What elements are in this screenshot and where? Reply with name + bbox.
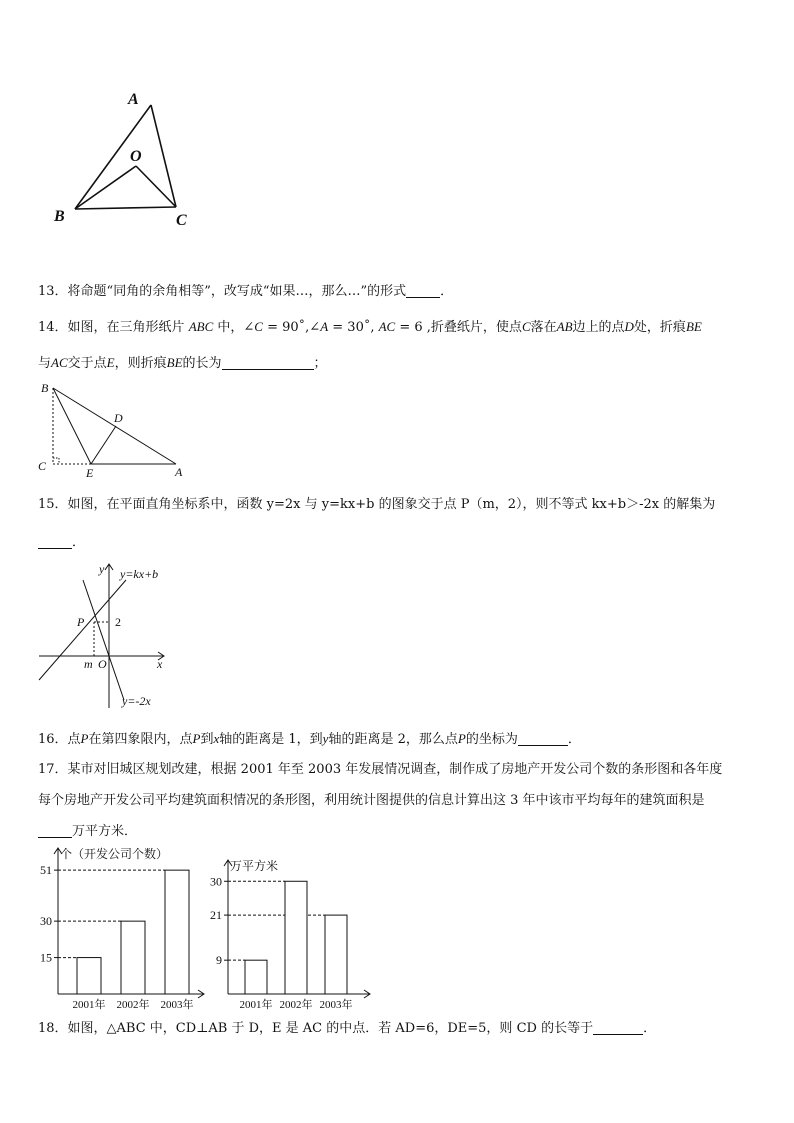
q14-var: BE	[685, 319, 702, 334]
chart2-category-label: 2001年	[239, 999, 273, 1011]
label-a: A	[175, 465, 183, 479]
question-14-line1	[38, 318, 702, 337]
q14-text: 中，∠	[213, 320, 255, 335]
chart1-bar	[77, 958, 101, 994]
q16-var: P	[192, 731, 201, 746]
chart2-tick-label: 9	[216, 953, 222, 968]
answer-blank-17[interactable]	[38, 823, 72, 838]
answer-blank-18[interactable]	[593, 1020, 643, 1035]
q16-var: P	[80, 731, 89, 746]
company-count-bar-chart	[34, 844, 214, 1014]
chart2-category-label: 2003年	[319, 999, 353, 1011]
average-area-bar-chart	[204, 856, 384, 1014]
question-18-text: 18．如图，△ABC 中，CD⊥AB 于 D，E 是 AC 的中点．若 AD=6，DE=5，则 CD 的长等于	[38, 1021, 594, 1036]
q14-text: ；	[313, 356, 327, 371]
q14-var: E	[106, 355, 115, 370]
label-o: O	[130, 148, 142, 165]
q14-text: = 6 ,折叠纸片，使点	[395, 320, 522, 335]
label-2: 2	[115, 615, 121, 629]
q16-text: 到	[200, 732, 214, 747]
label-b: B	[41, 381, 49, 395]
q14-var: AB	[556, 319, 573, 334]
chart1-tick-label: 51	[40, 863, 52, 878]
q14-var: AC	[378, 319, 396, 334]
chart2-bar	[325, 915, 347, 994]
label-c: C	[38, 459, 47, 473]
q14-var: C	[521, 319, 531, 334]
segment-oc	[136, 166, 176, 207]
answer-blank-13[interactable]	[406, 283, 440, 298]
label-neg-2x: y=-2x	[122, 694, 151, 708]
chart1-category-label: 2001年	[72, 999, 106, 1011]
q14-text: 落在	[530, 320, 557, 335]
question-14-line2	[38, 354, 327, 373]
question-15-line1	[38, 496, 715, 514]
q14-text: 边上的点	[572, 320, 625, 335]
chart1-category-label: 2002年	[116, 999, 150, 1011]
answer-blank-14[interactable]	[222, 355, 314, 370]
chart2-tick-label: 21	[210, 908, 222, 923]
question-18	[38, 1020, 656, 1038]
q16-text: 轴的距离是 1，到	[219, 732, 323, 747]
q14-var: AC	[51, 355, 68, 370]
q14-text: 与	[38, 356, 52, 371]
edge-ac	[151, 105, 176, 207]
label-x: x	[157, 657, 163, 671]
q16-text: 在第四象限内，点	[88, 732, 193, 747]
question-13	[38, 283, 453, 301]
question-18-end: ．	[643, 1021, 657, 1036]
q16-var: y	[322, 731, 329, 746]
segment-de	[91, 426, 116, 464]
chart2-ylabel: 万平方米	[230, 859, 279, 873]
q16-text: 轴的距离是 2，那么点	[328, 732, 458, 747]
right-angle-mark	[53, 458, 59, 464]
question-17-text: 每个房地产开发公司平均建筑面积情况的条形图，利用统计图提供的信息计算出这 3 年中该市平均每年的建筑面积是	[38, 793, 705, 808]
chart1-category-label: 2003年	[160, 999, 194, 1011]
question-15-text: 15．如图，在平面直角坐标系中，函数 y=2x 与 y=kx+b 的图象交于点 P（m，2），则不等式 kx+b＞-2x 的解集为	[38, 497, 716, 512]
label-kx-plus-b: y=kx+b	[120, 567, 159, 581]
chart2-tick-label: 30	[210, 874, 222, 889]
edge-bc	[75, 207, 176, 209]
chart1-tick-label: 15	[40, 950, 52, 965]
question-17-text: 17．某市对旧城区规划改建，根据 2001 年至 2003 年发展情况调查，制作成了房地产开发公司个数的条形图和各年度	[38, 762, 723, 777]
triangle-abc-figure	[50, 88, 200, 233]
q14-text: 的长为	[182, 356, 222, 371]
label-e: E	[86, 466, 94, 480]
line-kx-plus-b	[39, 580, 126, 680]
label-p: P	[77, 615, 85, 629]
q16-text: ．	[567, 732, 581, 747]
q14-text: 14．如图，在三角形纸片	[38, 320, 189, 335]
answer-blank-15[interactable]	[38, 534, 72, 549]
chart1-bar	[165, 870, 189, 994]
line-neg-2x	[83, 580, 124, 700]
q16-text: 16．点	[38, 732, 81, 747]
q14-text: 交于点	[67, 356, 107, 371]
question-13-end: ．	[440, 284, 454, 299]
q14-text: ，则折痕	[114, 356, 167, 371]
label-b: B	[54, 208, 65, 225]
question-13-text: 13．将命题“同角的余角相等”，改写成“如果…，那么…”的形式	[38, 284, 407, 299]
question-17-line2	[38, 792, 705, 810]
q16-text: 的坐标为	[465, 732, 518, 747]
chart2-bar	[245, 960, 267, 994]
coordinate-plane-figure	[36, 558, 186, 710]
segment-ob	[75, 166, 136, 209]
q14-text: 处，折痕	[633, 320, 686, 335]
question-16	[38, 730, 581, 749]
chart1-bar	[121, 921, 145, 994]
question-15-end: ．	[72, 535, 86, 550]
q14-var: ABC	[188, 319, 214, 334]
q14-var: A	[320, 319, 329, 334]
q14-var: BE	[166, 355, 183, 370]
question-15-line2	[38, 534, 85, 552]
question-17-text: 万平方米．	[72, 824, 138, 839]
q14-text: = 90˚,∠	[262, 320, 321, 335]
label-y: y	[99, 562, 105, 576]
label-a: A	[128, 91, 139, 108]
label-o: O	[98, 657, 107, 671]
q16-var: x	[213, 731, 220, 746]
label-d: D	[114, 411, 123, 425]
q14-var: C	[254, 319, 263, 334]
label-c: C	[176, 212, 187, 229]
q14-var: D	[624, 319, 634, 334]
fold-triangle-figure	[36, 378, 196, 480]
question-17-line3	[38, 823, 137, 841]
chart2-bar	[285, 881, 307, 994]
question-17-line1	[38, 761, 722, 779]
chart2-category-label: 2002年	[279, 999, 313, 1011]
chart1-ylabel: 个（开发公司个数）	[60, 847, 169, 861]
q14-text: = 30˚,	[328, 320, 379, 335]
label-m: m	[84, 657, 93, 671]
chart1-tick-label: 30	[40, 914, 52, 929]
answer-blank-16[interactable]	[518, 731, 568, 746]
q16-var: P	[457, 731, 466, 746]
